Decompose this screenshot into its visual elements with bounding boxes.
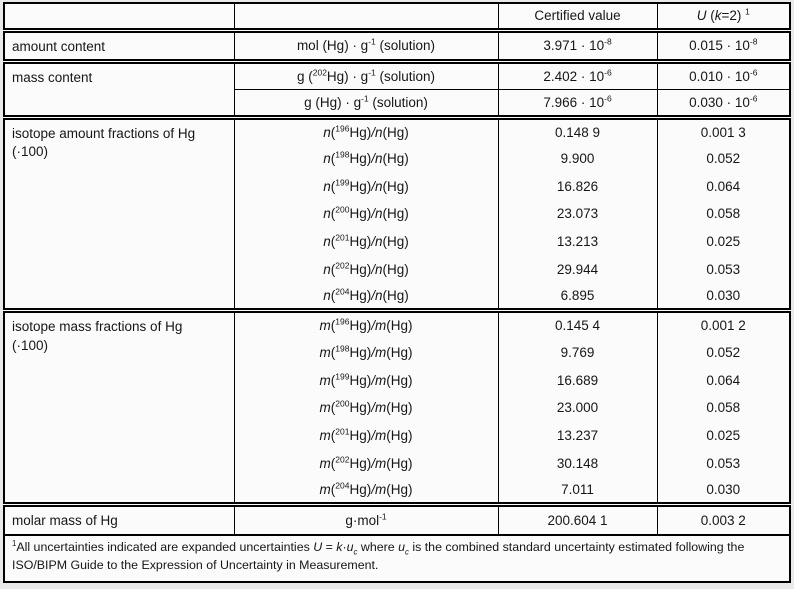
- certified-value-cell: $7.966 \cdot 10^{-6}$: [498, 89, 657, 117]
- certified-value-cell: 13.237: [498, 422, 657, 450]
- uncertainty-cell: $0.030 \cdot 10^{-6}$: [657, 89, 790, 117]
- uncertainty-cell: $0.015 \cdot 10^{-8}$: [657, 30, 790, 62]
- quantity-cell: g $(Hg) \cdot g^{-1}$ (solution): [234, 89, 498, 117]
- table-row: [4, 62, 790, 90]
- table-header-row: [4, 3, 790, 30]
- quantity-cell: n($^{198}$Hg)/n(Hg): [234, 145, 498, 173]
- uncertainty-cell: 0.030: [657, 477, 790, 505]
- quantity-cell: m($^{198}$Hg)/m(Hg): [234, 339, 498, 367]
- uncertainty-cell: 0.053: [657, 449, 790, 477]
- uncertainty-cell: 0.025: [657, 228, 790, 256]
- certified-value-cell: 7.011: [498, 477, 657, 505]
- certified-value-cell: 23.073: [498, 200, 657, 228]
- certified-value-cell: 16.689: [498, 366, 657, 394]
- quantity-cell: m($^{199}$Hg)/m(Hg): [234, 366, 498, 394]
- uncertainty-cell: 0.052: [657, 145, 790, 173]
- quantity-cell: n($^{204}$Hg)/n(Hg): [234, 283, 498, 311]
- uncertainty-cell: 0.001 3: [657, 117, 790, 145]
- table-row: [4, 505, 790, 535]
- quantity-cell: g $(^{202}Hg) \cdot g^{-1}$ (solution): [234, 62, 498, 90]
- row-group-label: amount content: [4, 30, 234, 62]
- footnote-text: $^1$All uncertainties indicated are expanded uncertainties $U = k\cdot u_c$ where $u_c$ is the combined standard uncertainty estimated following the ISO/BIPM Guide to the Expression of Uncertainty in Measurement.: [4, 535, 790, 582]
- quantity-cell: m($^{196}$Hg)/m(Hg): [234, 311, 498, 339]
- certified-value-cell: 29.944: [498, 256, 657, 284]
- quantity-cell: m($^{201}$Hg)/m(Hg): [234, 422, 498, 450]
- row-group-label: molar mass of Hg: [4, 505, 234, 535]
- uncertainty-cell: 0.052: [657, 339, 790, 367]
- row-group-label: isotope mass fractions of Hg (·100): [4, 311, 234, 505]
- certified-values-table: [3, 2, 791, 583]
- certified-value-cell: 9.900: [498, 145, 657, 173]
- certified-value-cell: $3.971 \cdot 10^{-8}$: [498, 30, 657, 62]
- quantity-cell: m($^{204}$Hg)/m(Hg): [234, 477, 498, 505]
- header-empty-cell-2: [234, 3, 498, 30]
- uncertainty-cell: $0.010 \cdot 10^{-6}$: [657, 62, 790, 90]
- certified-value-cell: 30.148: [498, 449, 657, 477]
- quantity-cell: g·mol$^{-1}$: [234, 505, 498, 535]
- uncertainty-cell: 0.030: [657, 283, 790, 311]
- quantity-cell: mol $(Hg) \cdot g^{-1}$ (solution): [234, 30, 498, 62]
- uncertainty-cell: 0.064: [657, 172, 790, 200]
- row-group-label: mass content: [4, 62, 234, 117]
- quantity-cell: m($^{202}$Hg)/m(Hg): [234, 449, 498, 477]
- certified-value-cell: 13.213: [498, 228, 657, 256]
- quantity-cell: m($^{200}$Hg)/m(Hg): [234, 394, 498, 422]
- uncertainty-cell: 0.053: [657, 256, 790, 284]
- table-row: [4, 117, 790, 145]
- table-body: [4, 30, 790, 535]
- uncertainty-cell: 0.001 2: [657, 311, 790, 339]
- certified-value-cell: 23.000: [498, 394, 657, 422]
- certified-value-cell: 0.145 4: [498, 311, 657, 339]
- certified-value-cell: 9.769: [498, 339, 657, 367]
- uncertainty-cell: 0.058: [657, 200, 790, 228]
- header-empty-cell-1: [4, 3, 234, 30]
- header-uncertainty: U (k=2) $^1$: [657, 3, 790, 30]
- quantity-cell: n($^{199}$Hg)/n(Hg): [234, 172, 498, 200]
- uncertainty-cell: 0.064: [657, 366, 790, 394]
- certified-value-cell: 200.604 1: [498, 505, 657, 535]
- uncertainty-cell: 0.003 2: [657, 505, 790, 535]
- row-group-label: isotope amount fractions of Hg (·100): [4, 117, 234, 311]
- uncertainty-cell: 0.025: [657, 422, 790, 450]
- certified-value-cell: 0.148 9: [498, 117, 657, 145]
- certified-value-cell: $2.402 \cdot 10^{-6}$: [498, 62, 657, 90]
- header-certified-value: Certified value: [498, 3, 657, 30]
- table-row: [4, 30, 790, 62]
- uncertainty-cell: 0.058: [657, 394, 790, 422]
- quantity-cell: n($^{200}$Hg)/n(Hg): [234, 200, 498, 228]
- certified-value-cell: 6.895: [498, 283, 657, 311]
- table-row: [4, 311, 790, 339]
- quantity-cell: n($^{201}$Hg)/n(Hg): [234, 228, 498, 256]
- footnote-row: [4, 535, 790, 582]
- quantity-cell: n($^{202}$Hg)/n(Hg): [234, 256, 498, 284]
- quantity-cell: n($^{196}$Hg)/n(Hg): [234, 117, 498, 145]
- certified-value-cell: 16.826: [498, 172, 657, 200]
